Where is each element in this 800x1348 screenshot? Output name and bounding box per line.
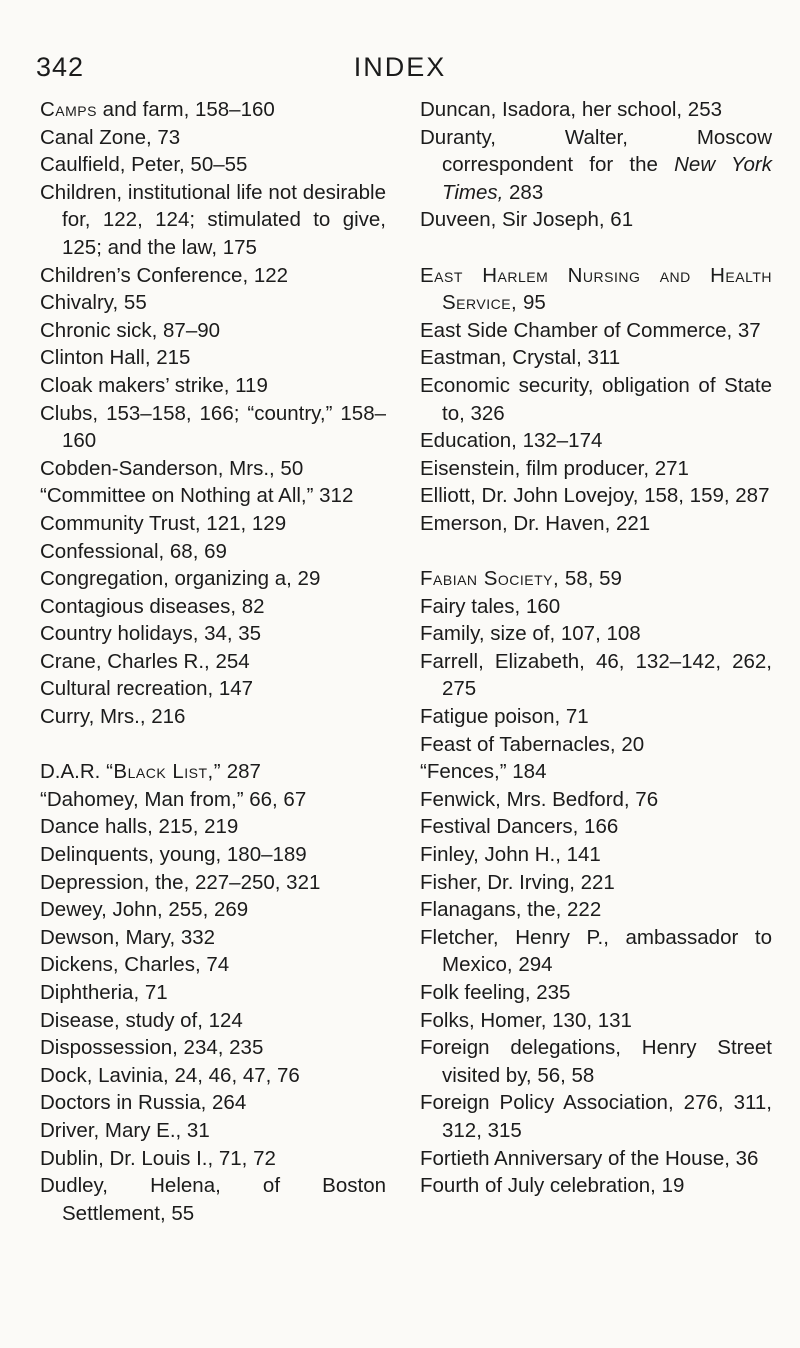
index-entry: Chivalry, 55	[40, 291, 147, 315]
index-entry: Foreign Policy Association, 276, 311, 312, 315	[420, 1091, 772, 1142]
index-entry: Family, size of, 107, 108	[420, 622, 641, 646]
index-entry: Fletcher, Henry P., ambassador to Mexico, 294	[420, 925, 772, 977]
index-entry: Children, institutional life not desirable for, 122, 124; stimulated to give, 125; and the law, 175	[40, 180, 386, 259]
index-entry: Dewson, Mary, 332	[40, 925, 216, 949]
index-entry: Delinquents, young, 180–189	[40, 843, 307, 867]
index-entry: Fisher, Dr. Irving, 221	[420, 870, 615, 894]
index-entry: Folk feeling, 235	[420, 981, 571, 1004]
index-entry: Caulfield, Peter, 50–55	[40, 153, 248, 177]
index-entry: Community Trust, 121, 129	[40, 511, 287, 535]
section-gap	[40, 731, 386, 759]
index-entry: Finley, John H., 141	[420, 843, 601, 867]
index-entry: Festival Dancers, 166	[420, 815, 619, 839]
index-entry: Dewey, John, 255, 269	[40, 898, 249, 922]
index-entry: Disease, study of, 124	[40, 1008, 243, 1032]
index-entry: Fairy tales, 160	[420, 594, 561, 618]
index-column-left	[40, 96, 386, 1227]
index-entry: Canal Zone, 73	[40, 125, 181, 149]
index-entry: Dance halls, 215, 219	[40, 815, 239, 839]
index-entry: Contagious diseases, 82	[40, 594, 265, 618]
index-entry: Fatigue poison, 71	[420, 705, 589, 729]
index-entry: Confessional, 68, 69	[40, 539, 227, 563]
index-entry: Foreign delegations, Henry Street visited by, 56, 58	[420, 1036, 772, 1087]
index-entry: Elliott, Dr. John Lovejoy, 158, 159, 287	[420, 484, 770, 508]
index-entry: Dispossession, 234, 235	[40, 1036, 264, 1060]
running-head: INDEX	[353, 52, 447, 82]
index-entry: Economic security, obligation of State to, 326	[420, 373, 772, 425]
index-entry: Camps and farm, 158–160	[40, 98, 275, 121]
index-entry: Dickens, Charles, 74	[40, 953, 230, 977]
index-entry: Crane, Charles R., 254	[40, 649, 250, 673]
index-entry: “Fences,” 184	[420, 760, 547, 784]
index-entry: Clinton Hall, 215	[40, 346, 191, 370]
index-columns	[40, 96, 772, 1227]
index-entry: Emerson, Dr. Haven, 221	[420, 511, 651, 535]
index-entry: Flanagans, the, 222	[420, 898, 602, 922]
index-entry: Dudley, Helena, of Boston Settlement, 55	[40, 1174, 386, 1225]
index-entry: Congregation, organizing a, 29	[40, 567, 321, 591]
index-entry: Eastman, Crystal, 311	[420, 346, 621, 370]
index-entry: Education, 132–174	[420, 429, 603, 453]
index-entry: Chronic sick, 87–90	[40, 318, 221, 342]
index-entry: Depression, the, 227–250, 321	[40, 870, 321, 894]
index-entry: East Harlem Nursing and Health Service, 95	[420, 263, 772, 315]
page-header	[36, 52, 764, 92]
index-entry: East Side Chamber of Commerce, 37	[420, 318, 761, 342]
index-entry: Doctors in Russia, 264	[40, 1091, 247, 1115]
index-entry: Fortieth Anniversary of the House, 36	[420, 1146, 759, 1170]
index-entry: Cobden-Sanderson, Mrs., 50	[40, 456, 304, 480]
index-entry: Folks, Homer, 130, 131	[420, 1008, 632, 1032]
index-entry: Eisenstein, film producer, 271	[420, 456, 689, 480]
index-entry: “Dahomey, Man from,” 66, 67	[40, 787, 307, 811]
index-entry: Duveen, Sir Joseph, 61	[420, 208, 634, 232]
index-entry: Children’s Conference, 122	[40, 263, 289, 287]
index-entry: Clubs, 153–158, 166; “country,” 158–160	[40, 401, 386, 453]
index-column-right	[420, 96, 772, 1227]
index-entry: Curry, Mrs., 216	[40, 705, 186, 729]
index-entry: Driver, Mary E., 31	[40, 1118, 210, 1142]
index-entry: Feast of Tabernacles, 20	[420, 732, 645, 756]
index-entry: Fenwick, Mrs. Bedford, 76	[420, 787, 659, 811]
index-entry: Duncan, Isadora, her school, 253	[420, 98, 722, 121]
index-entry: Cloak makers’ strike, 119	[40, 373, 268, 397]
section-gap	[420, 538, 772, 566]
index-entry: D.A.R. “Black List,” 287	[40, 760, 261, 784]
index-entry: Diphtheria, 71	[40, 981, 168, 1004]
page-number: 342	[36, 52, 85, 82]
index-entry: Fabian Society, 58, 59	[420, 567, 622, 591]
index-entry: Cultural recreation, 147	[40, 677, 254, 701]
index-entry: Dublin, Dr. Louis I., 71, 72	[40, 1146, 276, 1170]
section-gap	[420, 234, 772, 262]
index-entry: “Committee on Nothing at All,” 312	[40, 484, 354, 508]
index-entry: Country holidays, 34, 35	[40, 622, 262, 646]
index-entry: Dock, Lavinia, 24, 46, 47, 76	[40, 1063, 300, 1087]
index-entry: Fourth of July celebration, 19	[420, 1174, 685, 1198]
index-entry: Farrell, Elizabeth, 46, 132–142, 262, 275	[420, 649, 772, 701]
index-entry: Duranty, Walter, Moscow correspondent for the New York Times, 283	[420, 125, 772, 204]
